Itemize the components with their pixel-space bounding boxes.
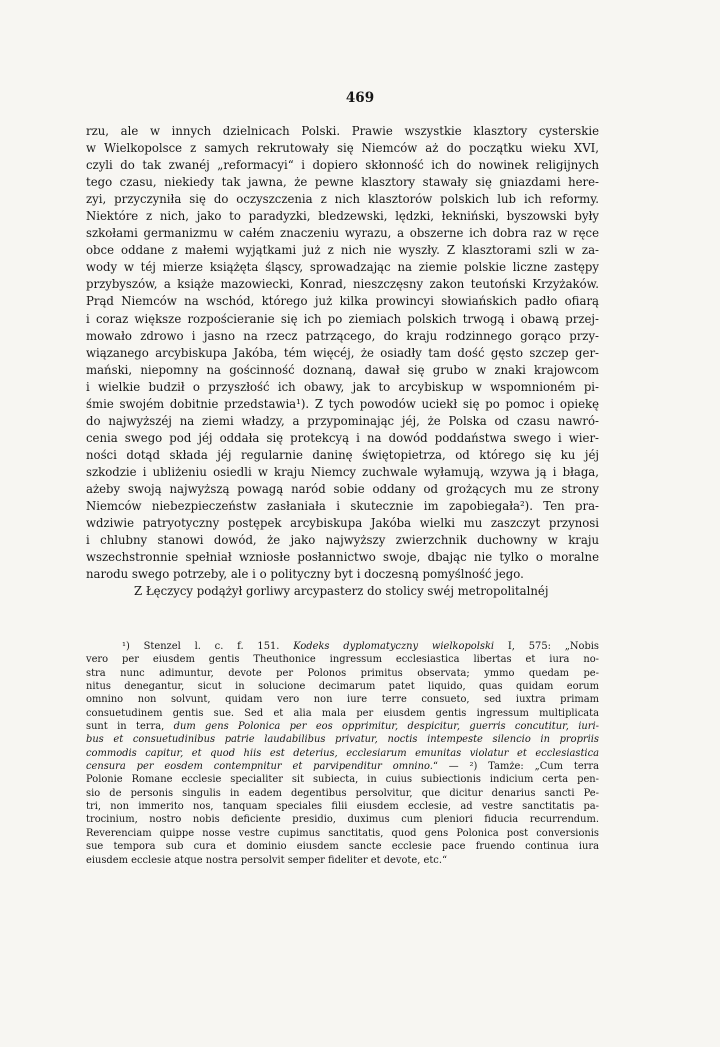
footnote-text: ¹) Stenzel l. c. f. 151. bbox=[122, 641, 294, 652]
text-line: rzu, ale w innych dzielnicach Polski. Prawie wszystkie klasztory cysterskie bbox=[86, 124, 599, 138]
text-line: wody w téj mierze książęta śląscy, sprowadzając na ziemie polskie liczne zastępy bbox=[86, 260, 599, 275]
text-line: szkołami germanizmu w całém znaczeniu wyrazu, a obszerne ich dobra raz w ręce bbox=[86, 226, 599, 241]
text-line: ności dotąd składa jéj regularnie daninę świętopietrza, od którego się ku jéj bbox=[86, 447, 599, 462]
text-line: tego czasu, niekiedy tak jawna, że pewne klasztory stawały się gniazdami here- bbox=[86, 175, 599, 190]
text-line: mański, niepomny na gościnność doznaną, dawał się grubo w znaki krajowcom bbox=[86, 362, 599, 377]
text-line: zyi, przyczyniła się do oczyszczenia z nich klasztorów polskich lub ich reformy. bbox=[86, 192, 599, 207]
footnote-italic-text: commodis capitur, et quod hiis est deterius, ecclesiarum emunitas violatur et ecclesiastica bbox=[86, 747, 599, 759]
text-line: czyli do tak zwanéj „reformacyi“ i dopiero skłonność ich do nowinek religijnych bbox=[86, 158, 599, 173]
text-line: wiązanego arcybiskupa Jakóba, tém więcéj, że osiadły tam dość gęsto szczep ger- bbox=[86, 345, 599, 360]
text-line: i wielkie budził o przyszłość ich obawy, jak to arcybiskup w wspomnioném pi- bbox=[86, 379, 599, 394]
text-line: w Wielkopolsce z samych rekrutowały się Niemców aż do początku wieku XVI, bbox=[86, 141, 599, 156]
text-line: narodu swego potrzeby, ale i o polityczny byt i doczesną pomyślność jego. bbox=[86, 567, 524, 582]
footnote-line bbox=[86, 653, 599, 666]
footnote-line bbox=[86, 667, 599, 680]
footnote-text: I, 575: „Nobis bbox=[494, 641, 599, 652]
footnote-line bbox=[86, 720, 599, 733]
footnotes bbox=[86, 640, 599, 867]
footnote-italic-text: dum gens Polonica per eos opprimitur, despicitur, guerris concutitur, iuri- bbox=[173, 721, 599, 733]
footnote-line bbox=[86, 760, 599, 773]
text-line: Niektóre z nich, jako to paradyzki, bledzewski, lędzki, łekniński, byszowski były bbox=[86, 209, 599, 224]
footnote-line bbox=[86, 854, 599, 867]
footnote-text: sue tempora sub cura et dominio eiusdem sancte ecclesie pace fruendo continua iura bbox=[86, 841, 599, 853]
footnote-text: Reverenciam quippe nosse vestre cupimus sanctitatis, quod gens Polonica post conversionis bbox=[86, 827, 599, 839]
text-line: wszechstronnie spełniał wzniosłe posłannictwo swoje, dbając nie tylko o moralne bbox=[86, 550, 599, 565]
footnote-text: consuetudinem gentis sue. Sed et alia mala per eiusdem gentis ingressum multiplicata bbox=[86, 707, 599, 719]
text-line: i coraz większe rozpościeranie się ich po ziemiach polskich trwogą i obawą przej- bbox=[86, 311, 599, 326]
footnote-text: nitus denegantur, sicut in solucione decimarum patet liquido, quas quidam eorum bbox=[86, 681, 599, 693]
body-text bbox=[86, 123, 599, 600]
page-number: 469 bbox=[345, 90, 375, 106]
text-line: wdziwie patryotyczny postępek arcybiskupa Jakóba wielki mu zaszczyt przynosi bbox=[86, 516, 599, 531]
text-line: Niemców niebezpieczeństw zasłaniała i skutecznie im zapobiegała²). Ten pra- bbox=[86, 499, 599, 514]
footnote-text: sio de personis singulis in eadem degentibus persolvitur, que dicitur denarius sancti Pe- bbox=[86, 787, 599, 799]
text-line: Z Łęczycy podążył gorliwy arcypasterz do stolicy swéj metropolitalnéj bbox=[134, 584, 549, 599]
footnote-text: eiusdem ecclesie atque nostra persolvit semper fideliter et devote, etc.“ bbox=[86, 854, 448, 866]
footnote-line bbox=[86, 840, 599, 853]
footnote-line bbox=[86, 747, 599, 760]
footnote-line bbox=[86, 680, 599, 693]
footnote-line bbox=[86, 693, 599, 706]
footnote-text: vero per eiusdem gentis Theuthonice ingressum ecclesiastica libertas et iura no- bbox=[86, 654, 599, 666]
footnote-line bbox=[86, 813, 599, 826]
footnote-line bbox=[86, 640, 599, 653]
footnote-text: Polonie Romane ecclesie specialiter sit subiecta, in cuius subiectionis indicium certa pen- bbox=[86, 774, 599, 786]
footnote-line bbox=[86, 707, 599, 720]
footnote-text: sunt in terra, bbox=[86, 721, 174, 733]
footnote-text: tri, non immerito nos, tanquam speciales filii eiusdem ecclesie, ad vestre sanctitatis pa- bbox=[86, 801, 599, 813]
footnote-line bbox=[86, 733, 599, 746]
footnote-text: omnino non solvunt, quidam vero non iure terre consueto, sed iuxtra primam bbox=[86, 694, 599, 706]
footnote-text: trocinium, nostro nobis deficiente presidio, duximus cum pleniori fiducia recurrendum. bbox=[86, 814, 599, 826]
text-line: i chlubny stanowi dowód, że jako najwyższy zwierzchnik duchowny w kraju bbox=[86, 533, 599, 548]
text-line: obce oddane z małemi wyjątkami już z nich nie wyszły. Z klasztorami szli w za- bbox=[86, 243, 599, 258]
footnote-italic-text: censura per eosdem contempnitur et parvipenditur omnino. bbox=[86, 761, 433, 773]
text-line: szkodzie i ubliżeniu osiedli w kraju Niemcy zuchwale wyłamują, wzywa ją i błaga, bbox=[86, 464, 599, 479]
text-line: do najwyższéj na ziemi władzy, a przypominając jéj, że Polska od czasu nawró- bbox=[86, 413, 599, 428]
footnote-italic-text: Kodeks dyplomatyczny wielkopolski bbox=[293, 641, 495, 652]
footnote-line bbox=[86, 773, 599, 786]
text-line: cenia swego pod jéj oddała się protekcyą i na dowód poddaństwa swego i wier- bbox=[86, 430, 599, 445]
text-line: Prąd Niemców na wschód, którego już kilka prowincyi słowiańskich padło ofiarą bbox=[86, 294, 599, 309]
text-line: przybyszów, a książe mazowiecki, Konrad, nieszczęsny zakon teutoński Krzyżaków. bbox=[86, 277, 599, 292]
text-line: mowało zdrowo i jasno na rzecz patrzącego, do kraju rodzinnego gorąco przy- bbox=[86, 328, 599, 343]
footnote-line bbox=[86, 787, 599, 800]
footnote-text: stra nunc adimuntur, devote per Polonos primitus observata; ymmo quedam pe- bbox=[86, 667, 599, 679]
footnote-line bbox=[86, 800, 599, 813]
text-line: śmie swojém dobitnie przedstawia¹). Z tych powodów uciekł się po pomoc i opiekę bbox=[86, 396, 599, 411]
footnote-line bbox=[86, 827, 599, 840]
footnote-text: “ — ²) Tamże: „Cum terra bbox=[432, 761, 599, 773]
footnote-italic-text: bus et consuetudinibus patrie laudabilibus privatur, noctis intempeste silencio in propriis bbox=[86, 734, 599, 746]
text-line: ażeby swoją najwyższą powagą naród sobie oddany od grożących mu ze strony bbox=[86, 481, 599, 496]
